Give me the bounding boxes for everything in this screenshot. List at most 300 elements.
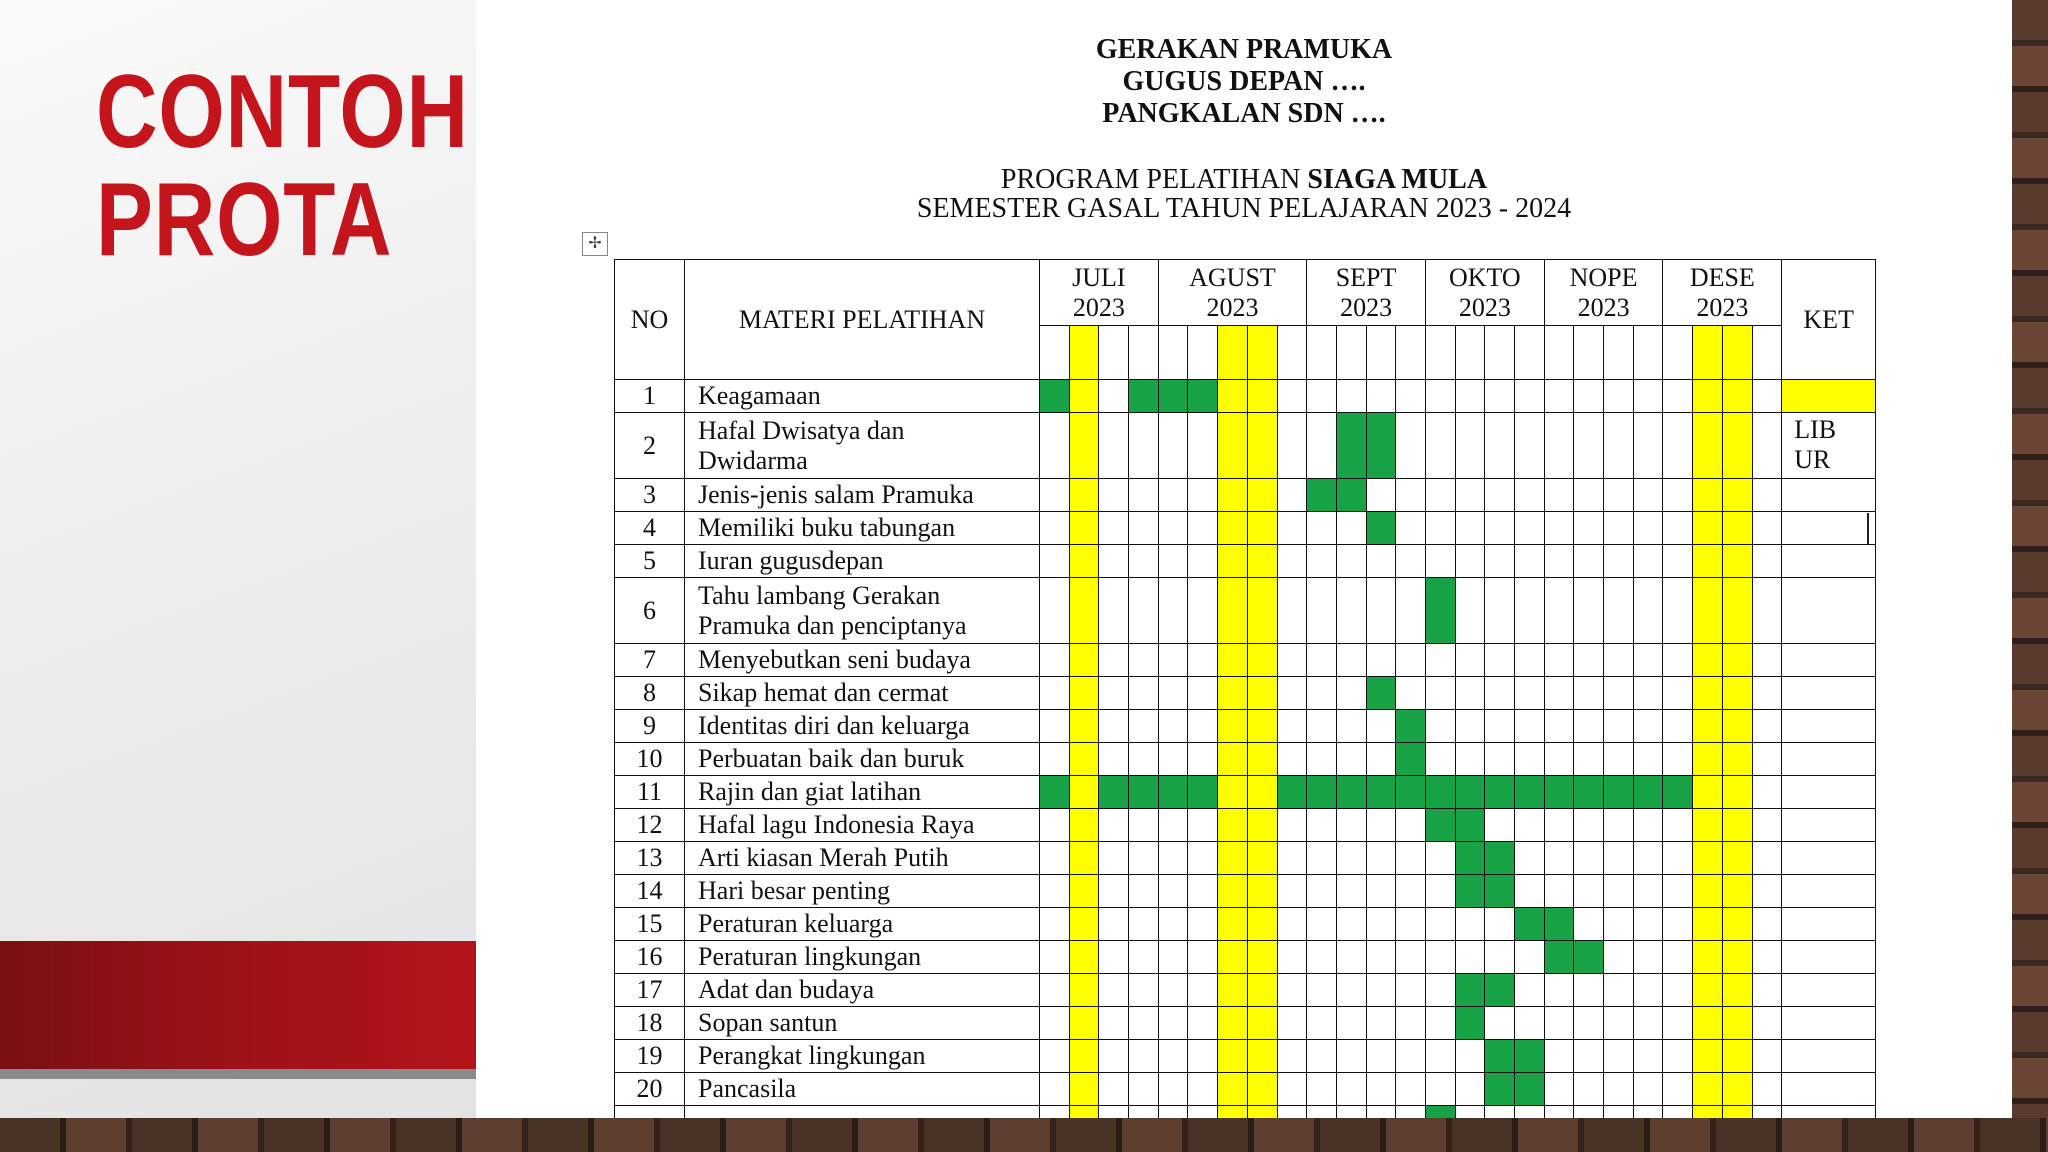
month-name: DESE xyxy=(1689,262,1755,292)
slide-title xyxy=(96,54,469,278)
row-number: 17 xyxy=(615,974,685,1007)
table-row xyxy=(615,941,1876,974)
week-cell xyxy=(1158,1007,1188,1040)
week-cell xyxy=(1099,974,1129,1007)
week-cell xyxy=(1574,908,1604,941)
week-cell xyxy=(1336,326,1366,380)
week-cell xyxy=(1218,413,1248,479)
week-cell xyxy=(1277,809,1307,842)
row-materi: Peraturan keluarga xyxy=(685,908,1040,941)
week-cell xyxy=(1604,1073,1634,1106)
week-cell xyxy=(1247,1106,1277,1119)
activity-cell xyxy=(1366,413,1396,479)
row-number: 15 xyxy=(615,908,685,941)
week-cell xyxy=(1752,644,1782,677)
week-cell xyxy=(1277,743,1307,776)
week-cell xyxy=(1515,1007,1545,1040)
week-cell xyxy=(1247,1007,1277,1040)
week-cell xyxy=(1663,326,1693,380)
week-cell xyxy=(1752,974,1782,1007)
week-cell xyxy=(1633,677,1663,710)
week-cell xyxy=(1307,875,1337,908)
week-cell xyxy=(1663,1040,1693,1073)
week-cell xyxy=(1158,941,1188,974)
activity-cell xyxy=(1366,677,1396,710)
week-cell xyxy=(1633,809,1663,842)
week-cell xyxy=(1544,743,1574,776)
activity-cell xyxy=(1455,842,1485,875)
week-cell xyxy=(1722,380,1752,413)
week-cell xyxy=(1544,1040,1574,1073)
ket-cell xyxy=(1782,743,1876,776)
week-cell xyxy=(1366,842,1396,875)
week-cell xyxy=(1544,578,1574,644)
week-cell xyxy=(1693,974,1723,1007)
week-cell xyxy=(1307,710,1337,743)
week-cell xyxy=(1069,743,1099,776)
week-cell xyxy=(1722,908,1752,941)
program-title-bold: SIAGA MULA xyxy=(1307,164,1488,195)
week-cell xyxy=(1396,479,1426,512)
week-cell xyxy=(1366,941,1396,974)
week-cell xyxy=(1574,644,1604,677)
week-cell xyxy=(1218,512,1248,545)
week-cell xyxy=(1485,710,1515,743)
week-cell xyxy=(1366,380,1396,413)
activity-cell xyxy=(1515,1073,1545,1106)
week-cell xyxy=(1455,743,1485,776)
activity-cell xyxy=(1544,941,1574,974)
week-cell xyxy=(1218,842,1248,875)
week-cell xyxy=(1515,413,1545,479)
week-cell xyxy=(1544,1007,1574,1040)
week-cell xyxy=(1247,710,1277,743)
week-cell xyxy=(1188,809,1218,842)
week-cell xyxy=(1574,413,1604,479)
week-cell xyxy=(1544,710,1574,743)
week-cell xyxy=(1752,743,1782,776)
week-cell xyxy=(1099,842,1129,875)
week-cell xyxy=(1218,677,1248,710)
week-cell xyxy=(1366,1106,1396,1119)
week-cell xyxy=(1693,1073,1723,1106)
week-cell xyxy=(1663,578,1693,644)
month-year: 2023 xyxy=(1072,292,1125,322)
week-cell xyxy=(1544,677,1574,710)
week-cell xyxy=(1129,743,1159,776)
week-cell xyxy=(1663,413,1693,479)
week-cell xyxy=(1247,908,1277,941)
week-cell xyxy=(1396,380,1426,413)
week-cell xyxy=(1425,974,1455,1007)
ket-cell xyxy=(1782,479,1876,512)
week-cell xyxy=(1633,578,1663,644)
program-title xyxy=(476,164,2012,196)
week-cell xyxy=(1158,908,1188,941)
week-cell xyxy=(1158,743,1188,776)
brick-background-right xyxy=(2010,0,2048,1152)
week-cell xyxy=(1396,545,1426,578)
header-no: NO xyxy=(615,260,685,380)
activity-cell xyxy=(1574,776,1604,809)
week-cell xyxy=(1515,974,1545,1007)
week-cell xyxy=(1693,479,1723,512)
week-cell xyxy=(1425,413,1455,479)
week-cell xyxy=(1633,545,1663,578)
week-cell xyxy=(1188,842,1218,875)
week-cell xyxy=(1722,677,1752,710)
week-cell xyxy=(1188,908,1218,941)
week-cell xyxy=(1158,578,1188,644)
week-cell xyxy=(1544,512,1574,545)
week-cell xyxy=(1366,644,1396,677)
week-cell xyxy=(1158,710,1188,743)
week-cell xyxy=(1722,809,1752,842)
week-cell xyxy=(1544,1106,1574,1119)
week-cell xyxy=(1485,326,1515,380)
week-cell xyxy=(1544,413,1574,479)
week-cell xyxy=(1069,908,1099,941)
week-cell xyxy=(1425,479,1455,512)
week-cell xyxy=(1633,326,1663,380)
week-cell xyxy=(1574,1007,1604,1040)
week-cell xyxy=(1633,941,1663,974)
week-cell xyxy=(1663,1106,1693,1119)
week-cell xyxy=(1574,974,1604,1007)
week-cell xyxy=(1218,644,1248,677)
week-cell xyxy=(1455,512,1485,545)
week-cell xyxy=(1277,875,1307,908)
row-number: 3 xyxy=(615,479,685,512)
move-cross-icon[interactable]: ✢ xyxy=(582,232,608,256)
week-cell xyxy=(1604,1007,1634,1040)
table-row xyxy=(615,908,1876,941)
week-cell xyxy=(1425,908,1455,941)
row-materi xyxy=(685,1106,1040,1119)
week-cell xyxy=(1040,743,1070,776)
week-cell xyxy=(1722,644,1752,677)
week-cell xyxy=(1307,1106,1337,1119)
week-cell xyxy=(1722,578,1752,644)
activity-cell xyxy=(1307,776,1337,809)
week-cell xyxy=(1752,1007,1782,1040)
week-cell xyxy=(1663,908,1693,941)
week-cell xyxy=(1040,1073,1070,1106)
week-cell xyxy=(1336,1073,1366,1106)
table-row xyxy=(615,1073,1876,1106)
week-cell xyxy=(1425,380,1455,413)
week-cell xyxy=(1069,644,1099,677)
week-cell xyxy=(1188,512,1218,545)
week-cell xyxy=(1277,413,1307,479)
week-cell xyxy=(1396,578,1426,644)
week-cell xyxy=(1247,809,1277,842)
month-year: 2023 xyxy=(1340,292,1393,322)
week-cell xyxy=(1693,578,1723,644)
activity-cell xyxy=(1366,776,1396,809)
week-cell xyxy=(1693,545,1723,578)
activity-cell xyxy=(1188,380,1218,413)
week-cell xyxy=(1366,578,1396,644)
table-row xyxy=(615,1007,1876,1040)
week-cell xyxy=(1663,677,1693,710)
week-cell xyxy=(1752,1106,1782,1119)
week-cell xyxy=(1307,512,1337,545)
week-cell xyxy=(1544,545,1574,578)
week-cell xyxy=(1099,380,1129,413)
week-cell xyxy=(1040,1007,1070,1040)
row-materi: Keagamaan xyxy=(685,380,1040,413)
week-cell xyxy=(1693,1106,1723,1119)
week-cell xyxy=(1722,743,1752,776)
week-cell xyxy=(1693,1007,1723,1040)
week-cell xyxy=(1218,908,1248,941)
week-cell xyxy=(1722,842,1752,875)
document-page xyxy=(476,0,2012,1118)
week-cell xyxy=(1633,413,1663,479)
week-cell xyxy=(1693,776,1723,809)
activity-cell xyxy=(1396,710,1426,743)
ket-cell xyxy=(1782,545,1876,578)
ket-cell xyxy=(1782,1106,1876,1119)
week-cell xyxy=(1366,1040,1396,1073)
week-cell xyxy=(1247,326,1277,380)
activity-cell xyxy=(1336,776,1366,809)
week-cell xyxy=(1129,479,1159,512)
week-cell xyxy=(1425,545,1455,578)
row-number: 11 xyxy=(615,776,685,809)
week-cell xyxy=(1455,578,1485,644)
week-cell xyxy=(1455,380,1485,413)
week-cell xyxy=(1188,326,1218,380)
week-cell xyxy=(1752,776,1782,809)
week-cell xyxy=(1277,644,1307,677)
week-cell xyxy=(1069,776,1099,809)
week-cell xyxy=(1604,908,1634,941)
activity-cell xyxy=(1485,842,1515,875)
week-cell xyxy=(1099,908,1129,941)
header-pangkalan: PANGKALAN SDN …. xyxy=(1102,98,1386,129)
week-cell xyxy=(1574,578,1604,644)
week-cell xyxy=(1752,875,1782,908)
week-cell xyxy=(1574,512,1604,545)
activity-cell xyxy=(1129,776,1159,809)
week-cell xyxy=(1663,974,1693,1007)
week-cell xyxy=(1069,875,1099,908)
activity-cell xyxy=(1040,380,1070,413)
week-cell xyxy=(1693,842,1723,875)
week-cell xyxy=(1218,479,1248,512)
week-cell xyxy=(1604,1106,1634,1119)
week-cell xyxy=(1752,578,1782,644)
row-materi: Jenis-jenis salam Pramuka xyxy=(685,479,1040,512)
week-cell xyxy=(1515,512,1545,545)
week-cell xyxy=(1277,941,1307,974)
week-cell xyxy=(1604,809,1634,842)
week-cell xyxy=(1633,1073,1663,1106)
week-cell xyxy=(1455,677,1485,710)
week-cell xyxy=(1069,1106,1099,1119)
month-name: SEPT xyxy=(1335,262,1397,292)
week-cell xyxy=(1307,644,1337,677)
table-row xyxy=(615,776,1876,809)
slide-title-line1: CONTOH xyxy=(96,54,469,170)
week-cell xyxy=(1752,842,1782,875)
slide-title-line2: PROTA xyxy=(96,162,393,278)
month-year: 2023 xyxy=(1206,292,1259,322)
week-cell xyxy=(1040,974,1070,1007)
week-cell xyxy=(1515,545,1545,578)
week-cell xyxy=(1752,1073,1782,1106)
ket-cell xyxy=(1782,1040,1876,1073)
week-cell xyxy=(1218,380,1248,413)
week-cell xyxy=(1663,941,1693,974)
week-cell xyxy=(1366,974,1396,1007)
week-cell xyxy=(1515,809,1545,842)
week-cell xyxy=(1247,776,1277,809)
week-cell xyxy=(1544,326,1574,380)
week-cell xyxy=(1218,743,1248,776)
week-cell xyxy=(1633,710,1663,743)
week-cell xyxy=(1485,743,1515,776)
week-cell xyxy=(1099,809,1129,842)
week-cell xyxy=(1574,677,1604,710)
week-cell xyxy=(1515,1106,1545,1119)
week-cell xyxy=(1485,380,1515,413)
week-cell xyxy=(1722,941,1752,974)
row-number: 19 xyxy=(615,1040,685,1073)
week-cell xyxy=(1425,677,1455,710)
week-cell xyxy=(1485,578,1515,644)
activity-cell xyxy=(1604,776,1634,809)
week-cell xyxy=(1633,875,1663,908)
week-cell xyxy=(1752,677,1782,710)
gray-accent-strip xyxy=(0,1069,476,1079)
week-cell xyxy=(1455,1073,1485,1106)
header-month xyxy=(1040,260,1159,326)
week-cell xyxy=(1574,545,1604,578)
header-month xyxy=(1544,260,1663,326)
week-cell xyxy=(1188,578,1218,644)
week-cell xyxy=(1604,1040,1634,1073)
week-cell xyxy=(1247,479,1277,512)
week-cell xyxy=(1129,677,1159,710)
week-cell xyxy=(1069,512,1099,545)
week-cell xyxy=(1129,1007,1159,1040)
week-cell xyxy=(1069,578,1099,644)
week-cell xyxy=(1515,710,1545,743)
week-cell xyxy=(1336,809,1366,842)
week-cell xyxy=(1247,941,1277,974)
table-row xyxy=(615,842,1876,875)
week-cell xyxy=(1752,941,1782,974)
header-month xyxy=(1663,260,1782,326)
ket-cell xyxy=(1782,776,1876,809)
week-cell xyxy=(1099,479,1129,512)
week-cell xyxy=(1277,908,1307,941)
week-cell xyxy=(1247,1040,1277,1073)
week-cell xyxy=(1277,479,1307,512)
week-cell xyxy=(1396,644,1426,677)
activity-cell xyxy=(1129,380,1159,413)
week-cell xyxy=(1218,941,1248,974)
week-cell xyxy=(1158,875,1188,908)
table-row xyxy=(615,644,1876,677)
week-cell xyxy=(1425,743,1455,776)
week-cell xyxy=(1425,326,1455,380)
week-cell xyxy=(1604,644,1634,677)
week-cell xyxy=(1277,974,1307,1007)
week-cell xyxy=(1069,809,1099,842)
week-cell xyxy=(1515,842,1545,875)
table-row xyxy=(615,479,1876,512)
week-cell xyxy=(1277,380,1307,413)
week-cell xyxy=(1515,479,1545,512)
activity-cell xyxy=(1544,776,1574,809)
week-cell xyxy=(1069,413,1099,479)
week-cell xyxy=(1218,545,1248,578)
week-cell xyxy=(1218,809,1248,842)
week-cell xyxy=(1722,479,1752,512)
row-number: 5 xyxy=(615,545,685,578)
week-cell xyxy=(1277,545,1307,578)
table-row xyxy=(615,677,1876,710)
row-materi: Identitas diri dan keluarga xyxy=(685,710,1040,743)
table-row xyxy=(615,710,1876,743)
week-cell xyxy=(1693,380,1723,413)
week-cell xyxy=(1663,545,1693,578)
week-cell xyxy=(1515,380,1545,413)
week-cell xyxy=(1069,677,1099,710)
week-cell xyxy=(1663,479,1693,512)
week-cell xyxy=(1099,1040,1129,1073)
activity-cell xyxy=(1663,776,1693,809)
week-cell xyxy=(1485,1007,1515,1040)
week-cell xyxy=(1396,908,1426,941)
week-cell xyxy=(1099,644,1129,677)
week-cell xyxy=(1722,1040,1752,1073)
activity-cell xyxy=(1188,776,1218,809)
activity-cell xyxy=(1455,875,1485,908)
week-cell xyxy=(1040,842,1070,875)
week-cell xyxy=(1069,380,1099,413)
header-gugus: GUGUS DEPAN …. xyxy=(1122,66,1366,97)
week-cell xyxy=(1129,710,1159,743)
week-cell xyxy=(1040,512,1070,545)
week-cell xyxy=(1604,875,1634,908)
activity-cell xyxy=(1515,776,1545,809)
week-cell xyxy=(1604,413,1634,479)
week-cell xyxy=(1277,1040,1307,1073)
ket-cell xyxy=(1782,809,1876,842)
week-cell xyxy=(1366,743,1396,776)
ket-cell xyxy=(1782,1073,1876,1106)
row-number: 4 xyxy=(615,512,685,545)
week-cell xyxy=(1485,644,1515,677)
week-cell xyxy=(1040,479,1070,512)
week-cell xyxy=(1158,545,1188,578)
activity-cell xyxy=(1425,776,1455,809)
week-cell xyxy=(1040,326,1070,380)
table-row xyxy=(615,809,1876,842)
week-cell xyxy=(1752,380,1782,413)
week-cell xyxy=(1574,1073,1604,1106)
week-cell xyxy=(1129,1106,1159,1119)
month-name: JULI xyxy=(1072,262,1126,292)
week-cell xyxy=(1455,326,1485,380)
week-cell xyxy=(1188,545,1218,578)
week-cell xyxy=(1099,413,1129,479)
